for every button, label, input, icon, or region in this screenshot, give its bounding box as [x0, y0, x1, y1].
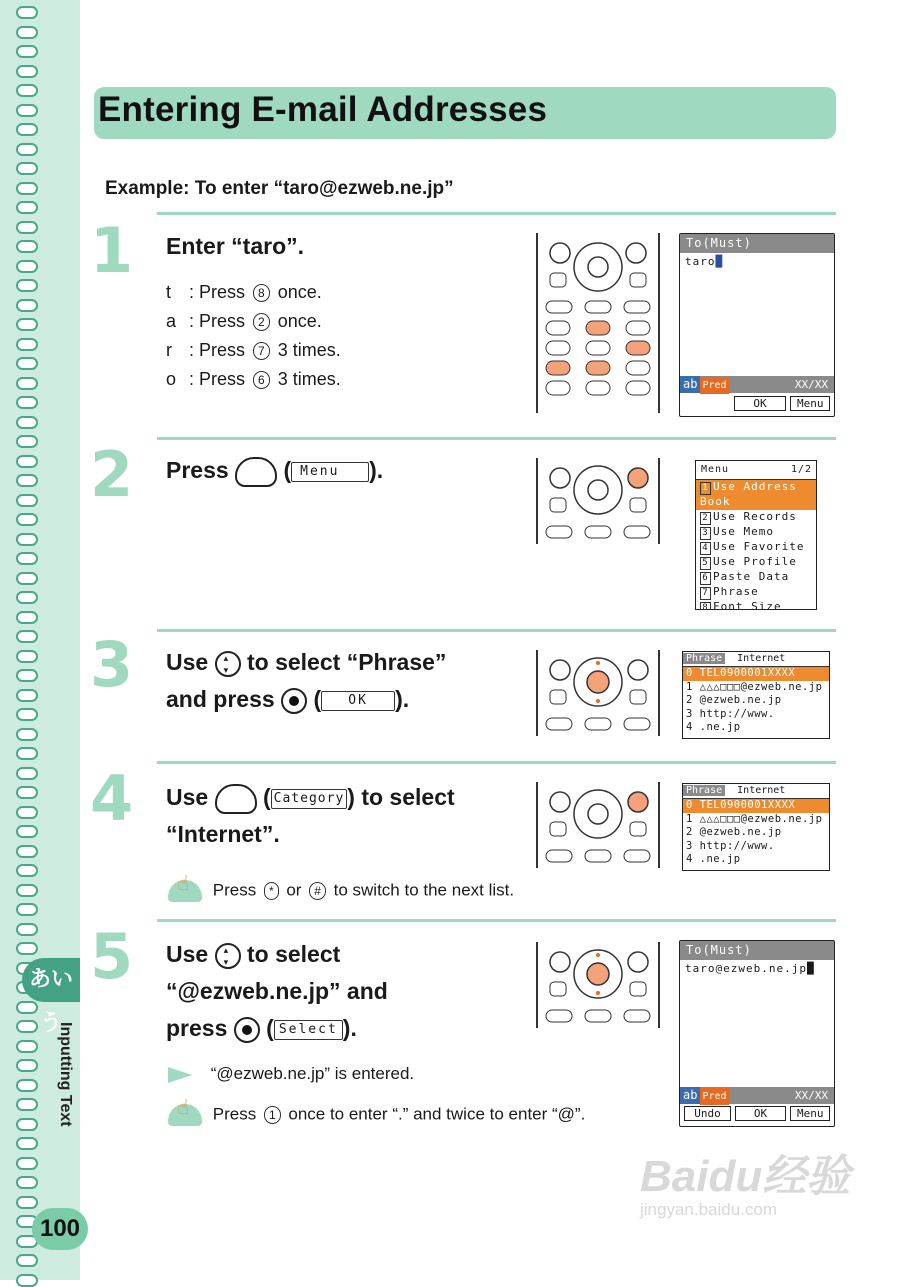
- screen-header: To(Must): [680, 941, 834, 960]
- keypad-key-icon: 7: [253, 342, 270, 360]
- binder-ring: [16, 338, 38, 351]
- press-label: : Press: [189, 340, 246, 360]
- keypad-key-icon: 8: [253, 284, 270, 302]
- menu-item: [696, 510, 816, 525]
- phone-screen-menu: [695, 460, 817, 610]
- binder-ring: [16, 767, 38, 780]
- binder-ring: [16, 611, 38, 624]
- tip-note: [168, 1104, 585, 1126]
- binder-ring: [16, 728, 38, 741]
- softkey-label: OK: [321, 691, 395, 711]
- binder-ring: [16, 221, 38, 234]
- binder-ring: [16, 357, 38, 370]
- phrase-item: [683, 667, 829, 681]
- watermark-url: jingyan.baidu.com: [640, 1200, 778, 1219]
- binder-ring: [16, 84, 38, 97]
- phrase-item: [683, 840, 829, 854]
- side-logo: あいう: [22, 958, 80, 1002]
- step-number: 5: [90, 920, 134, 993]
- nav-center-icon: [281, 688, 307, 714]
- result-text: “@ezweb.ne.jp” is entered.: [210, 1064, 415, 1083]
- tab-phrase: Phrase: [683, 653, 725, 664]
- menu-label: Use Memo: [713, 524, 774, 538]
- binder-ring: [16, 1274, 38, 1287]
- phrase-text: @ezweb.ne.jp: [699, 694, 782, 706]
- step-divider: [157, 212, 836, 215]
- tab-internet: Internet: [737, 785, 786, 796]
- menu-item: [696, 540, 816, 555]
- binder-ring: [16, 494, 38, 507]
- phrase-tabs: [683, 784, 829, 799]
- softkey-label: Menu: [291, 462, 369, 482]
- binder-ring: [16, 435, 38, 448]
- char-counter: XX/XX: [794, 378, 828, 391]
- key-instruction-row: [166, 282, 322, 303]
- input-mode-badge: ab: [680, 376, 700, 393]
- keypad-key-icon: 6: [253, 371, 270, 389]
- menu-item: [696, 585, 816, 600]
- instruction-text: Press: [166, 457, 229, 483]
- hash-key-icon: #: [309, 882, 326, 900]
- binder-ring: [16, 416, 38, 429]
- instruction-text: to select: [246, 941, 341, 967]
- soft-key-icon: [215, 784, 257, 814]
- binder-ring: [16, 845, 38, 858]
- binder-ring: [16, 1176, 38, 1189]
- result-note: [168, 1064, 414, 1084]
- typed-text: taro: [685, 255, 716, 268]
- phrase-num: 2: [686, 826, 693, 838]
- binder-ring: [16, 689, 38, 702]
- note-text: or: [286, 880, 302, 900]
- binder-ring: [16, 533, 38, 546]
- binder-ring: [16, 552, 38, 565]
- screen-softkeys: [680, 1106, 834, 1121]
- step-number: 3: [90, 628, 134, 701]
- key-instruction-row: [166, 311, 322, 332]
- watermark: [640, 1140, 860, 1250]
- phrase-text: .ne.jp: [699, 721, 741, 733]
- binder-ring: [16, 162, 38, 175]
- note-text: Press: [212, 880, 257, 900]
- phrase-text: @ezweb.ne.jp: [699, 826, 782, 838]
- phrase-item: [683, 694, 829, 708]
- step-number: 1: [90, 214, 134, 287]
- press-label: : Press: [189, 369, 246, 389]
- menu-num: 8: [700, 602, 711, 611]
- phrase-num: 3: [686, 707, 693, 720]
- menu-item: [696, 480, 816, 510]
- binder-ring: [16, 6, 38, 19]
- instruction-text: “Internet”.: [166, 821, 280, 847]
- step-instruction: [166, 644, 446, 718]
- screen-text: [680, 960, 834, 978]
- step-instruction: [166, 452, 383, 489]
- predictive-badge: Pred: [700, 1088, 728, 1105]
- phrase-item: [683, 721, 829, 735]
- key-instruction-row: [166, 340, 341, 361]
- menu-label: Use Profile: [713, 554, 797, 568]
- soft-key-icon: [235, 457, 277, 487]
- hand-pointer-icon: [168, 880, 202, 902]
- phone-screen-phrase-list: [682, 651, 830, 739]
- typed-text: taro@ezweb.ne.jp: [685, 962, 807, 975]
- binder-ring: [16, 1040, 38, 1053]
- binder-ring: [16, 474, 38, 487]
- binder-ring: [16, 630, 38, 643]
- phrase-num: 3: [686, 839, 693, 852]
- phrase-text: TEL0900001XXXX: [699, 667, 796, 679]
- binder-ring: [16, 923, 38, 936]
- nav-center-icon: [234, 1017, 260, 1043]
- softkey-undo: Undo: [684, 1106, 731, 1121]
- count-label: 3 times.: [277, 369, 341, 389]
- instruction-text: to select “Phrase”: [246, 649, 447, 675]
- press-label: : Press: [189, 311, 246, 331]
- softkey-ok: OK: [734, 396, 786, 411]
- phone-screen-phrase-list: [682, 783, 830, 871]
- binder-ring: [16, 318, 38, 331]
- phrase-item: [683, 681, 829, 695]
- menu-label: Use Records: [713, 509, 797, 523]
- binder-ring: [16, 1001, 38, 1014]
- paren: (: [283, 457, 292, 483]
- phrase-item: [683, 708, 829, 722]
- binder-ring: [16, 1079, 38, 1092]
- count-label: once.: [277, 282, 322, 302]
- binder-ring: [16, 260, 38, 273]
- binder-ring: [16, 591, 38, 604]
- predictive-badge: Pred: [700, 377, 728, 394]
- softkey-ok: OK: [735, 1106, 786, 1121]
- cursor: █: [806, 962, 815, 975]
- binder-ring: [16, 201, 38, 214]
- char-counter: XX/XX: [794, 1089, 828, 1102]
- letter: a: [166, 311, 177, 331]
- binder-ring: [16, 240, 38, 253]
- paren: (: [266, 1015, 274, 1041]
- phrase-text: .ne.jp: [699, 853, 741, 865]
- key-instruction-row: [166, 369, 341, 390]
- step-instruction: Enter “taro”.: [166, 233, 305, 259]
- screen-status-bar: [680, 376, 834, 393]
- menu-num: 7: [700, 587, 711, 600]
- note-text: once to enter “.” and twice to enter “@”.: [288, 1104, 586, 1124]
- binder-ring: [16, 572, 38, 585]
- nav-up-down-icon: [215, 943, 241, 969]
- menu-header: [696, 461, 816, 480]
- menu-label: Use Favorite: [713, 539, 805, 553]
- phrase-num: 4: [686, 721, 693, 733]
- softkey-menu: Menu: [790, 396, 830, 411]
- tab-phrase: Phrase: [683, 785, 725, 796]
- phrase-text: http://www.: [699, 839, 775, 852]
- binder-ring: [16, 26, 38, 39]
- binder-ring: [16, 377, 38, 390]
- screen-status-bar: [680, 1087, 834, 1104]
- phrase-tabs: [683, 652, 829, 667]
- keypad-key-icon: 2: [253, 313, 270, 331]
- phone-keypad-illustration: [536, 650, 660, 736]
- instruction-text: Use: [166, 649, 209, 675]
- binder-ring: [16, 1254, 38, 1267]
- menu-label: Paste Data: [713, 569, 790, 583]
- binder-ring: [16, 669, 38, 682]
- binder-ring: [16, 942, 38, 955]
- phrase-num: 1: [686, 680, 693, 693]
- binder-ring: [16, 1137, 38, 1150]
- cursor: █: [715, 255, 724, 268]
- step-divider: [157, 629, 836, 632]
- screen-softkeys: [680, 396, 834, 411]
- letter: t: [166, 282, 172, 302]
- paren: ).: [342, 1015, 357, 1041]
- phone-screen-to-field: [679, 940, 835, 1127]
- phrase-item: [683, 826, 829, 840]
- phrase-text: http://www.: [699, 707, 775, 720]
- phone-screen-to-field: [679, 233, 835, 417]
- screen-header: To(Must): [680, 234, 834, 253]
- menu-num: 5: [700, 557, 711, 570]
- softkey-menu: Menu: [790, 1106, 830, 1121]
- phrase-text: TEL0900001XXXX: [699, 799, 796, 811]
- phone-keypad-illustration: [536, 942, 660, 1028]
- phrase-num: 0: [686, 799, 693, 811]
- count-label: 3 times.: [277, 340, 341, 360]
- binder-ring: [16, 903, 38, 916]
- hand-pointer-icon: [168, 1104, 202, 1126]
- binder-ring: [16, 708, 38, 721]
- binder-ring: [16, 747, 38, 760]
- example-line: Example: To enter “taro@ezweb.ne.jp”: [105, 178, 454, 199]
- note-text: Press: [212, 1104, 257, 1124]
- phrase-num: 2: [686, 694, 693, 706]
- binder-ring: [16, 1059, 38, 1072]
- menu-num: 3: [700, 527, 711, 540]
- binder-ring: [16, 1196, 38, 1209]
- tab-internet: Internet: [737, 653, 786, 664]
- step-divider: [157, 919, 836, 922]
- menu-title: Menu: [701, 464, 730, 475]
- menu-label: Use Address Book: [700, 480, 797, 508]
- phrase-text: △△△□□□@ezweb.ne.jp: [699, 680, 823, 693]
- binder-ring: [16, 1157, 38, 1170]
- paren: (: [313, 686, 322, 712]
- phrase-item: [683, 799, 829, 813]
- instruction-text: ) to select: [347, 784, 455, 810]
- arrow-right-icon: [168, 1067, 192, 1083]
- instruction-text: and press: [166, 686, 275, 712]
- binder-ring: [16, 806, 38, 819]
- step-divider: [157, 761, 836, 764]
- binder-ring: [16, 1118, 38, 1131]
- input-mode-badge: ab: [680, 1087, 700, 1104]
- menu-item: [696, 570, 816, 585]
- tip-note: [168, 880, 514, 902]
- instruction-text: press: [166, 1015, 228, 1041]
- phrase-num: 0: [686, 667, 693, 679]
- paren: (: [262, 784, 271, 810]
- menu-label: Phrase: [713, 584, 759, 598]
- softkey-label: Select: [274, 1020, 343, 1040]
- menu-num: 4: [700, 542, 711, 555]
- phone-keypad-illustration: [536, 782, 660, 868]
- binder-ring: [16, 279, 38, 292]
- menu-num: 2: [700, 512, 711, 525]
- softkey-label: Category: [271, 789, 348, 809]
- press-label: : Press: [189, 282, 246, 302]
- phrase-item: [683, 853, 829, 867]
- menu-label: Font Size: [713, 599, 782, 610]
- menu-item: [696, 525, 816, 540]
- step-number: 4: [90, 762, 134, 835]
- binder-ring: [16, 825, 38, 838]
- phrase-num: 4: [686, 853, 693, 865]
- screen-text: [680, 253, 834, 271]
- one-key-icon: 1: [264, 1106, 281, 1124]
- phone-keypad-illustration: [536, 233, 660, 413]
- side-section-label: Inputting Text: [57, 1022, 74, 1127]
- phrase-num: 1: [686, 812, 693, 825]
- binder-ring: [16, 864, 38, 877]
- binder-ring: [16, 396, 38, 409]
- note-text: to switch to the next list.: [333, 880, 515, 900]
- menu-page: 1/2: [790, 464, 812, 475]
- menu-item: [696, 555, 816, 570]
- page-title: Entering E-mail Addresses: [98, 90, 548, 129]
- watermark-brand: Baidu经验: [640, 1152, 851, 1201]
- step-instruction: [166, 936, 388, 1047]
- instruction-text: “@ezweb.ne.jp” and: [166, 978, 388, 1004]
- binder-ring: [16, 123, 38, 136]
- instruction-text: Use: [166, 941, 209, 967]
- instruction-text: Use: [166, 784, 209, 810]
- phrase-text: △△△□□□@ezweb.ne.jp: [699, 812, 823, 825]
- binder-ring: [16, 45, 38, 58]
- binder-ring: [16, 299, 38, 312]
- menu-item: [696, 600, 816, 611]
- letter: r: [166, 340, 172, 360]
- binder-ring: [16, 884, 38, 897]
- step-number: 2: [90, 438, 134, 511]
- phone-keypad-illustration: [536, 458, 660, 544]
- nav-up-down-icon: [215, 651, 241, 677]
- letter: o: [166, 369, 177, 389]
- binder-ring: [16, 65, 38, 78]
- paren: ).: [369, 457, 384, 483]
- phrase-item: [683, 813, 829, 827]
- binder-ring: [16, 786, 38, 799]
- paren: ).: [395, 686, 410, 712]
- menu-num: 6: [700, 572, 711, 585]
- page-number: 100: [32, 1208, 88, 1250]
- menu-num: 1: [700, 482, 711, 495]
- binder-ring: [16, 182, 38, 195]
- binder-ring: [16, 104, 38, 117]
- binder-ring: [16, 455, 38, 468]
- step-instruction: [166, 779, 455, 853]
- step-divider: [157, 437, 836, 440]
- binder-ring: [16, 650, 38, 663]
- binder-ring: [16, 1098, 38, 1111]
- star-key-icon: *: [264, 882, 279, 900]
- binder-ring: [16, 513, 38, 526]
- binder-ring: [16, 1020, 38, 1033]
- binder-ring: [16, 143, 38, 156]
- count-label: once.: [277, 311, 322, 331]
